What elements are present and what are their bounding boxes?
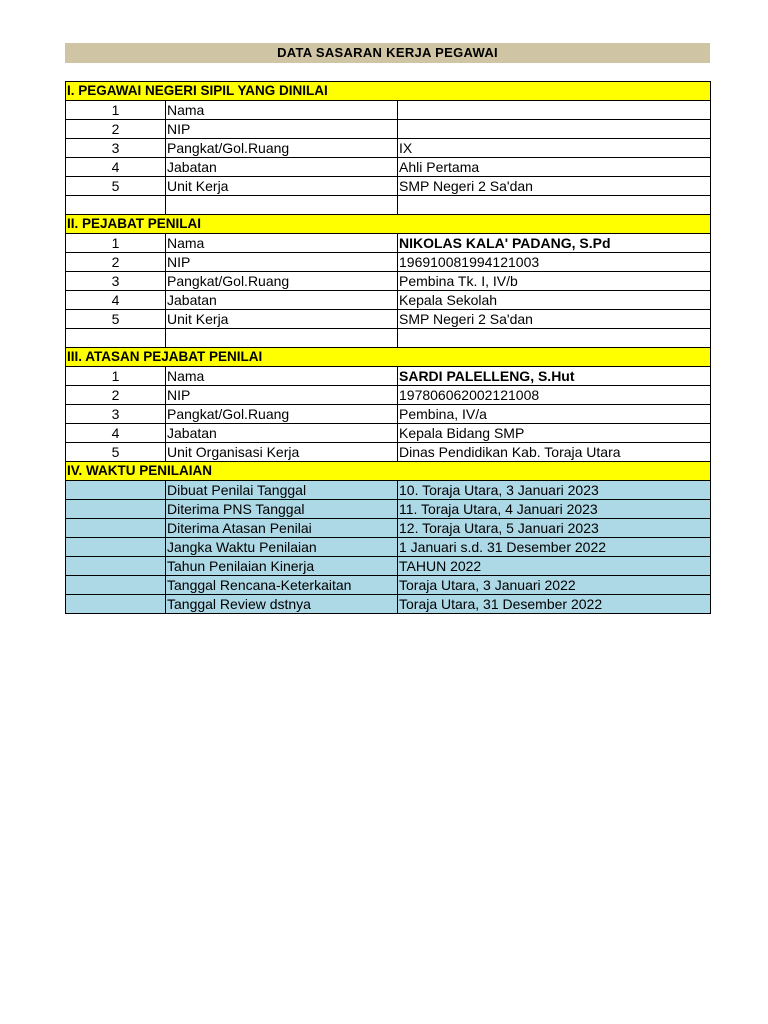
row-number[interactable]: 1 bbox=[66, 234, 166, 253]
table-row bbox=[66, 120, 711, 139]
row-label[interactable]: Pangkat/Gol.Ruang bbox=[166, 139, 398, 158]
row-value[interactable]: 10. Toraja Utara, 3 Januari 2023 bbox=[398, 481, 711, 500]
row-value[interactable]: Kepala Sekolah bbox=[398, 291, 711, 310]
table-row bbox=[66, 272, 711, 291]
row-value[interactable]: Toraja Utara, 3 Januari 2022 bbox=[398, 576, 711, 595]
row-label[interactable]: Unit Kerja bbox=[166, 177, 398, 196]
section-title[interactable]: IV. WAKTU PENILAIAN bbox=[66, 462, 711, 481]
empty-cell[interactable] bbox=[66, 500, 166, 519]
row-label[interactable]: Nama bbox=[166, 234, 398, 253]
section-header bbox=[66, 462, 711, 481]
table-row bbox=[66, 481, 711, 500]
row-label[interactable]: Tanggal Review dstnya bbox=[166, 595, 398, 614]
row-value[interactable]: SARDI PALELLENG, S.Hut bbox=[398, 367, 711, 386]
table-row bbox=[66, 557, 711, 576]
row-value[interactable]: NIKOLAS KALA' PADANG, S.Pd bbox=[398, 234, 711, 253]
section-title[interactable]: II. PEJABAT PENILAI bbox=[66, 215, 711, 234]
row-value[interactable]: Toraja Utara, 31 Desember 2022 bbox=[398, 595, 711, 614]
table-row bbox=[66, 424, 711, 443]
table-row bbox=[66, 234, 711, 253]
row-label[interactable]: Jabatan bbox=[166, 424, 398, 443]
section-header bbox=[66, 348, 711, 367]
table-row bbox=[66, 595, 711, 614]
row-value[interactable]: 1 Januari s.d. 31 Desember 2022 bbox=[398, 538, 711, 557]
row-label[interactable]: Unit Organisasi Kerja bbox=[166, 443, 398, 462]
row-number[interactable]: 4 bbox=[66, 424, 166, 443]
table-row bbox=[66, 367, 711, 386]
row-value[interactable]: Ahli Pertama bbox=[398, 158, 711, 177]
section-title[interactable]: III. ATASAN PEJABAT PENILAI bbox=[66, 348, 711, 367]
section-title[interactable]: I. PEGAWAI NEGERI SIPIL YANG DINILAI bbox=[66, 82, 711, 101]
table-row bbox=[66, 443, 711, 462]
document-title: DATA SASARAN KERJA PEGAWAI bbox=[65, 43, 710, 63]
row-label[interactable]: NIP bbox=[166, 120, 398, 139]
row-label[interactable]: Jabatan bbox=[166, 158, 398, 177]
row-label[interactable]: Nama bbox=[166, 101, 398, 120]
row-label[interactable]: Dibuat Penilai Tanggal bbox=[166, 481, 398, 500]
row-value[interactable]: Dinas Pendidikan Kab. Toraja Utara bbox=[398, 443, 711, 462]
row-number[interactable]: 1 bbox=[66, 101, 166, 120]
table-row bbox=[66, 177, 711, 196]
row-number[interactable]: 5 bbox=[66, 310, 166, 329]
row-label[interactable]: Pangkat/Gol.Ruang bbox=[166, 272, 398, 291]
empty-cell[interactable] bbox=[66, 595, 166, 614]
empty-cell[interactable] bbox=[66, 557, 166, 576]
row-label[interactable]: Unit Kerja bbox=[166, 310, 398, 329]
row-number[interactable]: 1 bbox=[66, 367, 166, 386]
row-value[interactable]: 197806062002121008 bbox=[398, 386, 711, 405]
row-value[interactable] bbox=[398, 101, 711, 120]
row-label[interactable]: NIP bbox=[166, 253, 398, 272]
table-row bbox=[66, 519, 711, 538]
data-table bbox=[65, 81, 711, 614]
empty-cell[interactable] bbox=[398, 329, 711, 348]
row-value[interactable]: SMP Negeri 2 Sa'dan bbox=[398, 310, 711, 329]
empty-cell[interactable] bbox=[166, 196, 398, 215]
row-label[interactable]: Tanggal Rencana-Keterkaitan bbox=[166, 576, 398, 595]
empty-cell[interactable] bbox=[66, 481, 166, 500]
row-number[interactable]: 2 bbox=[66, 253, 166, 272]
empty-cell[interactable] bbox=[66, 196, 166, 215]
table-row bbox=[66, 500, 711, 519]
empty-row bbox=[66, 329, 711, 348]
row-number[interactable]: 2 bbox=[66, 386, 166, 405]
table-row bbox=[66, 158, 711, 177]
row-label[interactable]: Pangkat/Gol.Ruang bbox=[166, 405, 398, 424]
section-header bbox=[66, 215, 711, 234]
empty-cell[interactable] bbox=[398, 196, 711, 215]
table-row bbox=[66, 538, 711, 557]
table-row bbox=[66, 291, 711, 310]
table-row bbox=[66, 576, 711, 595]
empty-cell[interactable] bbox=[66, 538, 166, 557]
table-row bbox=[66, 405, 711, 424]
row-number[interactable]: 3 bbox=[66, 405, 166, 424]
empty-cell[interactable] bbox=[66, 519, 166, 538]
empty-cell[interactable] bbox=[166, 329, 398, 348]
table-row bbox=[66, 386, 711, 405]
empty-cell[interactable] bbox=[66, 329, 166, 348]
table-row bbox=[66, 253, 711, 272]
row-value[interactable]: 12. Toraja Utara, 5 Januari 2023 bbox=[398, 519, 711, 538]
row-number[interactable]: 2 bbox=[66, 120, 166, 139]
row-label[interactable]: NIP bbox=[166, 386, 398, 405]
row-value[interactable]: 196910081994121003 bbox=[398, 253, 711, 272]
row-value[interactable]: Pembina Tk. I, IV/b bbox=[398, 272, 711, 291]
row-label[interactable]: Nama bbox=[166, 367, 398, 386]
row-value[interactable]: Pembina, IV/a bbox=[398, 405, 711, 424]
section-header bbox=[66, 82, 711, 101]
row-number[interactable]: 4 bbox=[66, 291, 166, 310]
row-value[interactable]: 11. Toraja Utara, 4 Januari 2023 bbox=[398, 500, 711, 519]
table-row bbox=[66, 139, 711, 158]
row-label[interactable]: Diterima Atasan Penilai bbox=[166, 519, 398, 538]
row-number[interactable]: 3 bbox=[66, 139, 166, 158]
row-label[interactable]: Diterima PNS Tanggal bbox=[166, 500, 398, 519]
row-value[interactable] bbox=[398, 120, 711, 139]
row-value[interactable]: IX bbox=[398, 139, 711, 158]
empty-cell[interactable] bbox=[66, 576, 166, 595]
row-label[interactable]: Jabatan bbox=[166, 291, 398, 310]
row-number[interactable]: 3 bbox=[66, 272, 166, 291]
row-label[interactable]: Jangka Waktu Penilaian bbox=[166, 538, 398, 557]
row-label[interactable]: Tahun Penilaian Kinerja bbox=[166, 557, 398, 576]
empty-row bbox=[66, 196, 711, 215]
row-number[interactable]: 4 bbox=[66, 158, 166, 177]
row-number[interactable]: 5 bbox=[66, 177, 166, 196]
row-value[interactable]: TAHUN 2022 bbox=[398, 557, 711, 576]
row-value[interactable]: Kepala Bidang SMP bbox=[398, 424, 711, 443]
table-row bbox=[66, 310, 711, 329]
table-row bbox=[66, 101, 711, 120]
row-number[interactable]: 5 bbox=[66, 443, 166, 462]
row-value[interactable]: SMP Negeri 2 Sa'dan bbox=[398, 177, 711, 196]
